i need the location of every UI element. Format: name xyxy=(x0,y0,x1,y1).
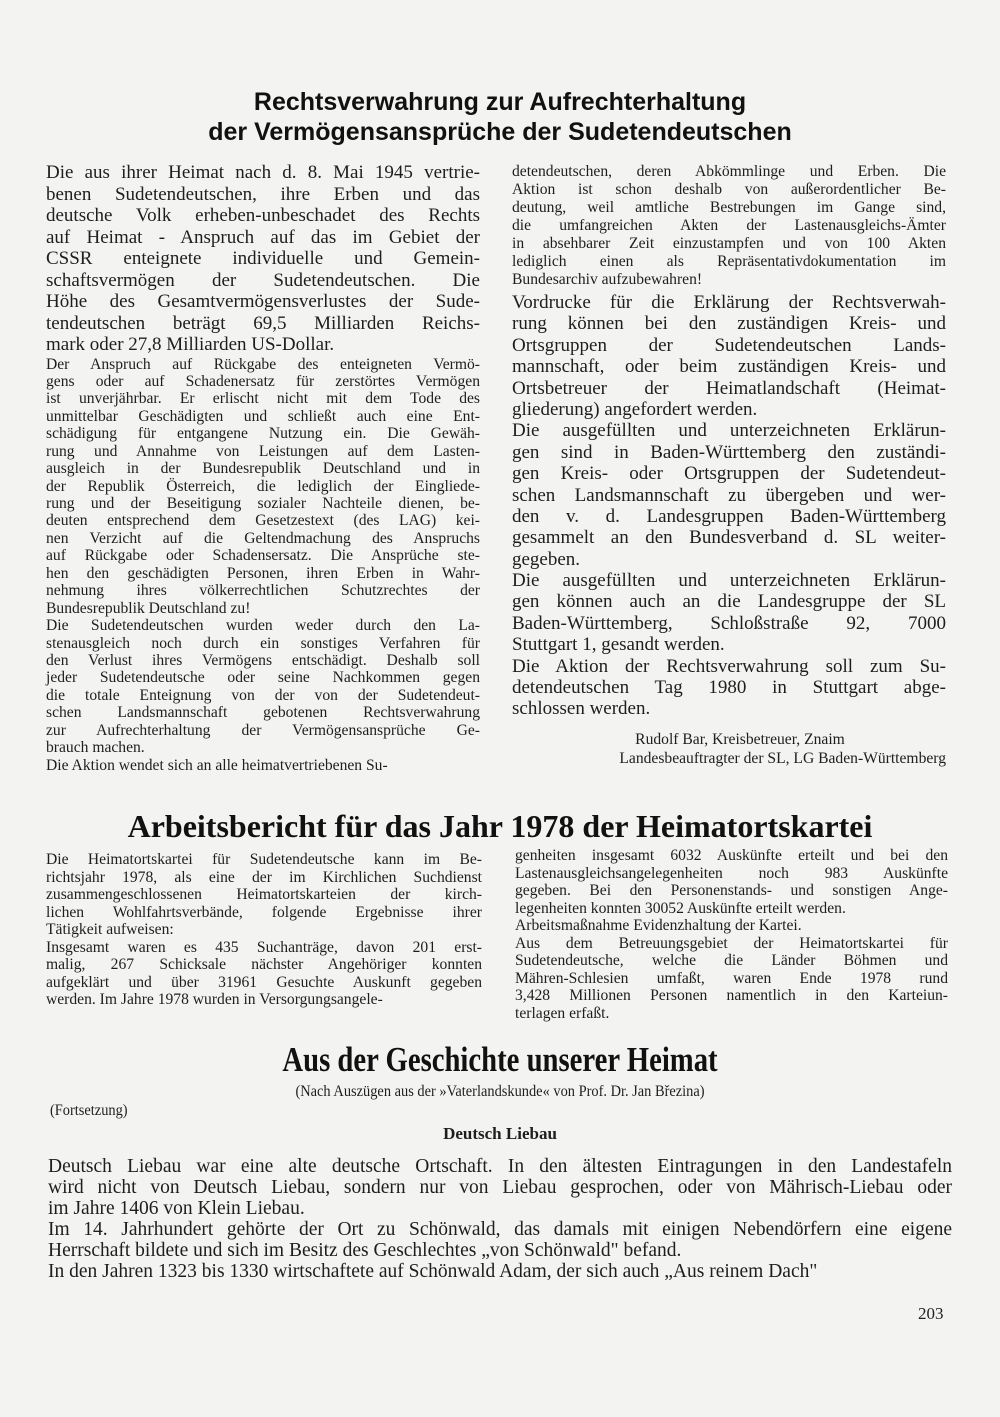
text-line: ausgleich in der Bundesrepublik Deutschland und in xyxy=(46,460,480,478)
text-line: unmittelbar Geschädigten und schließt auch eine Ent- xyxy=(46,407,480,425)
text-line: CSSR enteignete individuelle und Gemein- xyxy=(46,248,480,269)
text-line: den v. d. Landesgruppen Baden-Württemberg xyxy=(512,505,946,527)
section-title: Deutsch Liebau xyxy=(443,1124,557,1143)
text-line: rung können bei den zuständigen Kreis- und xyxy=(512,313,946,335)
text-line: die totale Enteignung von der von der Sudetendeut- xyxy=(46,686,480,704)
text-line: Baden-Württemberg, Schloßstraße 92, 7000 xyxy=(512,612,946,634)
text-line: detendeutschen, deren Abkömmlinge und Erben. Die xyxy=(512,163,946,180)
text-line: wird nicht von Deutsch Liebau, sondern nur von Liebau gesprochen, oder von Mährisch-Liebau oder xyxy=(48,1177,952,1198)
article1-right-column xyxy=(512,163,946,720)
page-number: 203 xyxy=(918,1304,944,1323)
text-line: mannschaft, oder beim zuständigen Kreis- und xyxy=(512,356,946,378)
text-line: werden. Im Jahre 1978 wurden in Versorgungsangele- xyxy=(46,991,383,1008)
text-line: stenausgleich noch durch ein sonstiges Verfahren für xyxy=(46,634,480,652)
text-line: schädigung für entgangene Nutzung ein. Die Gewäh- xyxy=(46,425,480,443)
article1-title-line-1: Rechtsverwahrung zur Aufrechterhaltung xyxy=(253,88,747,116)
text-line: In den Jahren 1323 bis 1330 wirtschaftete auf Schönwald Adam, der sich auch „Aus reinem Dach" xyxy=(48,1261,818,1282)
text-line: Die Sudetendeutschen wurden weder durch den La- xyxy=(46,617,480,635)
article1-left-small-paragraphs xyxy=(46,356,480,775)
text-line: Die Aktion der Rechtsverwahrung soll zum Su- xyxy=(512,655,946,677)
text-line: schen Landsmannschaft gebotenen Rechtsverwahrung xyxy=(46,704,480,722)
text-line: gliederung) angefordert werden. xyxy=(512,398,758,420)
article1-intro-paragraph xyxy=(46,162,480,356)
text-line: Die Aktion wendet sich an alle heimatvertriebenen Su- xyxy=(46,756,388,774)
text-line: auf Heimat - Anspruch auf das im Gebiet der xyxy=(46,226,480,248)
text-line: Ortsgruppen der Sudetendeutschen Lands- xyxy=(512,334,946,356)
text-line: Bundesrepublik Deutschland zu! xyxy=(46,599,251,617)
article3-title: Aus der Geschichte unserer Heimat xyxy=(282,1040,718,1079)
text-line: rung und Annahme von Leistungen auf dem Lasten- xyxy=(46,442,480,460)
article3-subtitle: (Nach Auszügen aus der »Vaterlandskunde« von Prof. Dr. Jan Březina) xyxy=(295,1083,705,1100)
text-line: deutung, weil amtliche Bestrebungen im Gange sind, xyxy=(512,199,946,216)
text-line: gegeben. Bei den Personenstands- und sonstigen Ange- xyxy=(515,882,948,899)
article1-left-column xyxy=(46,162,480,774)
text-line: rung und der Beseitigung sozialer Nachteile dienen, be- xyxy=(46,495,480,512)
text-line: Insgesamt waren es 435 Suchanträge, davon 201 erst- xyxy=(46,938,482,956)
text-line: Die ausgefüllten und unterzeichneten Erklärun- xyxy=(512,570,946,592)
text-line: Die aus ihrer Heimat nach d. 8. Mai 1945 vertrie- xyxy=(46,162,480,183)
text-line: lediglich einen als Repräsentativdokumentation im xyxy=(512,253,946,270)
text-line: richtsjahr 1978, als eine der im Kirchlichen Suchdienst xyxy=(46,868,482,886)
text-line: Die ausgefüllten und unterzeichneten Erklärun- xyxy=(512,420,946,442)
text-line: detendeutschen Tag 1980 in Stuttgart abge- xyxy=(512,677,946,699)
text-line: Der Anspruch auf Rückgabe des enteigneten Vermö- xyxy=(46,355,480,373)
text-line: legenheiten konnten 30052 Auskünfte erteilt werden. xyxy=(515,899,846,917)
text-line: lichen Wohlfahrtsverbände, folgende Ergebnisse ihrer xyxy=(46,903,482,921)
text-line: gens oder auf Schadenersatz für zerstörtes Vermögen xyxy=(46,372,480,390)
text-line: benen Sudetendeutschen, ihre Erben und das xyxy=(46,183,480,205)
text-line: Die Heimatortskartei für Sudetendeutsche kann im Be- xyxy=(46,851,482,868)
text-line: Herrschaft bildete und sich im Besitz des Geschlechtes „von Schönwald" befand. xyxy=(48,1240,682,1261)
text-line: ist unverjährbar. Er erlischt nicht mit dem Tode des xyxy=(46,390,480,408)
text-line: aufgeklärt und über 31961 Gesuchte Auskunft gegeben xyxy=(46,973,482,991)
text-line: zusammengeschlossenen Heimatortskarteien der kirch- xyxy=(46,886,482,903)
text-line: 3,428 Millionen Personen namentlich in den Karteiun- xyxy=(515,987,948,1004)
text-line: malig, 267 Schicksale nächster Angehöriger konnten xyxy=(46,956,482,973)
continuation-label: (Fortsetzung) xyxy=(50,1102,128,1119)
text-line: Ortsbetreuer der Heimatlandschaft (Heimat- xyxy=(512,377,946,399)
article2-right-column xyxy=(515,847,948,1022)
text-line: Sudetendeutsche, welche die Länder Böhmen und xyxy=(515,952,948,969)
text-line: terlagen erfaßt. xyxy=(515,1004,610,1022)
article3-body xyxy=(48,1156,952,1282)
article2-right-paragraph xyxy=(515,847,948,1022)
text-line: genheiten insgesamt 6032 Auskünfte erteilt und bei den xyxy=(515,847,948,864)
text-line: zur Aufrechterhaltung der Vermögensansprüche Ge- xyxy=(46,721,480,739)
article1-right-small-paragraph xyxy=(512,163,946,289)
text-line: in absehbarer Zeit einzustampfen und von 100 Akten xyxy=(512,235,946,252)
signature-line-1: Rudolf Bar, Kreisbetreuer, Znaim xyxy=(635,731,845,748)
text-line: im Jahre 1406 von Klein Liebau. xyxy=(48,1198,305,1219)
text-line: mark oder 27,8 Milliarden US-Dollar. xyxy=(46,334,335,355)
text-line: Tätigkeit aufweisen: xyxy=(46,921,174,938)
text-line: Mähren-Schlesien umfaßt, waren Ende 1978 rund xyxy=(515,969,948,987)
text-line: die umfangreichen Akten der Lastenausgleichs-Ämter xyxy=(512,217,946,234)
text-line: Stuttgart 1, gesandt werden. xyxy=(512,634,725,656)
text-line: schaftsvermögen der Sudetendeutschen. Die xyxy=(46,269,480,291)
text-line: brauch machen. xyxy=(46,739,145,757)
text-line: nen Verzicht auf die Geltendmachung des Anspruchs xyxy=(46,529,480,547)
text-line: Bundesarchiv aufzubewahren! xyxy=(512,271,703,288)
text-line: schlossen werden. xyxy=(512,698,651,720)
text-line: gesammelt an den Bundesverband d. SL weiter- xyxy=(512,527,946,549)
text-line: der Republik Österreich, die lediglich der Eingliede- xyxy=(46,477,480,495)
text-line: Vordrucke für die Erklärung der Rechtsverwah- xyxy=(512,292,946,313)
article2-left-column xyxy=(46,851,482,1009)
text-line: auf Rückgabe oder Schadensersatz. Die Ansprüche ste- xyxy=(46,547,480,565)
text-line: gen Kreis- oder Ortsgruppen der Sudetendeut- xyxy=(512,463,946,485)
article1-right-big-paragraphs xyxy=(512,292,946,720)
text-line: nehmung ihres völkerrechtlichen Schutzrechtes der xyxy=(46,582,480,600)
text-line: deuten entsprechend dem Gesetzestext (des LAG) kei- xyxy=(46,512,480,530)
text-line: gen können auch an die Landesgruppe der SL xyxy=(512,591,946,613)
article1-title-line-2: der Vermögensansprüche der Sudetendeutschen xyxy=(208,118,792,146)
text-line: Höhe des Gesamtvermögensverlustes der Sude- xyxy=(46,291,480,312)
text-line: Deutsch Liebau war eine alte deutsche Ortschaft. In den ältesten Eintragungen in den Landestafeln xyxy=(48,1156,952,1177)
text-line: den Verlust ihres Vermögens entschädigt. Deshalb soll xyxy=(46,651,480,669)
text-line: jeder Sudetendeutsche oder seine Nachkommen gegen xyxy=(46,669,480,687)
article2-left-paragraph xyxy=(46,851,482,1009)
text-line: Aus dem Betreuungsgebiet der Heimatortskartei für xyxy=(515,934,948,952)
text-line: gen sind in Baden-Württemberg den zuständi- xyxy=(512,441,946,463)
text-line: Lastenausgleichsangelegenheiten noch 983 Auskünfte xyxy=(515,864,948,882)
text-line: Arbeitsmaßnahme Evidenzhaltung der Kartei. xyxy=(515,917,802,934)
text-line: schen Landsmannschaft zu übergeben und wer- xyxy=(512,484,946,506)
article2-title: Arbeitsbericht für das Jahr 1978 der Heimatortskartei xyxy=(127,808,873,844)
text-line: Aktion ist schon deshalb von außerordentlicher Be- xyxy=(512,181,946,198)
signature-line-2: Landesbeauftragter der SL, LG Baden-Württemberg xyxy=(619,750,946,767)
text-line: tendeutschen beträgt 69,5 Milliarden Reichs- xyxy=(46,312,480,334)
article3-paragraphs xyxy=(48,1156,952,1282)
text-line: gegeben. xyxy=(512,548,581,570)
text-line: hen den geschädigten Personen, ihren Erben in Wahr- xyxy=(46,564,480,582)
text-line: deutsche Volk erheben-unbeschadet des Rechts xyxy=(46,205,480,226)
text-line: Im 14. Jahrhundert gehörte der Ort zu Schönwald, das damals mit einigen Nebendörfern eine eigene xyxy=(48,1219,952,1240)
